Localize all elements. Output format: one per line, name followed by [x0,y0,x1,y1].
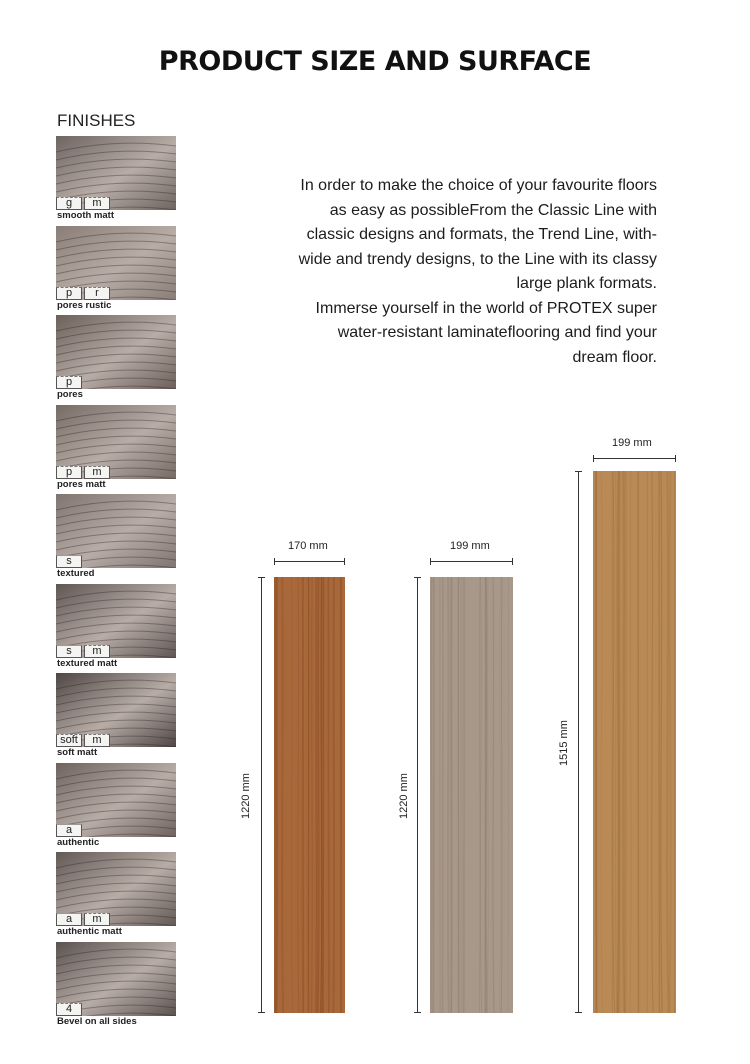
finish-label: soft matt [57,747,98,758]
plank-length-label: 1220 mm [398,773,410,819]
finish-tag: 4 [56,1003,82,1016]
finish-tags [56,824,82,837]
width-dimension-line [593,458,676,459]
finishes-heading: FINISHES [57,111,136,130]
finish-tags [56,287,110,300]
dimension-tick [258,577,265,578]
length-dimension-line [417,577,418,1013]
finish-tag: soft [56,734,82,747]
plank-length-label: 1515 mm [558,720,570,766]
length-dimension-line [261,577,262,1013]
plank-width-label: 199 mm [450,540,490,552]
authentic-matt-swatch [56,852,176,926]
finish-tags [56,1003,82,1016]
finish-label: pores [57,389,83,400]
dimension-tick [274,558,275,565]
dimension-tick [414,577,421,578]
finish-label: authentic [57,837,100,848]
bevel-swatch [56,942,176,1016]
intro-line: water-resistant laminateflooring and find your [337,324,657,341]
finish-tag: m [84,466,110,479]
intro-line: large plank formats. [516,275,657,292]
finish-tag: s [56,555,82,568]
textured-swatch [56,494,176,568]
intro-text [237,174,657,370]
finish-tag: m [84,913,110,926]
finish-tags [56,376,82,389]
finish-tags [56,197,110,210]
finish-tag: g [56,197,82,210]
intro-line: In order to make the choice of your favourite floors [300,177,657,194]
dimension-tick [344,558,345,565]
finish-tags [56,645,110,658]
dimension-tick [430,558,431,565]
plank-width-label: 199 mm [612,437,652,449]
finish-label: authentic matt [57,926,122,937]
width-dimension-line [274,561,345,562]
soft-matt-swatch [56,673,176,747]
finish-tag: a [56,824,82,837]
authentic-swatch [56,763,176,837]
pores-matt-swatch [56,405,176,479]
grey-plank-swatch [430,577,513,1013]
intro-line: as easy as possibleFrom the Classic Line with [329,201,657,219]
natural-plank-swatch [593,471,676,1013]
dimension-tick [414,1012,421,1013]
textured-matt-swatch [56,584,176,658]
smooth-matt-swatch [56,136,176,210]
finish-tags [56,913,110,926]
finish-tag: p [56,466,82,479]
width-dimension-line [430,561,513,562]
dimension-tick [675,455,676,462]
finish-label: pores matt [57,479,106,490]
finish-label: textured matt [57,658,118,669]
plank-width-label: 170 mm [288,540,328,552]
finish-tags [56,734,110,747]
finish-label: Bevel on all sides [57,1016,137,1027]
finish-tag: r [84,287,110,300]
dimension-tick [575,471,582,472]
finish-label: smooth matt [57,210,114,221]
dimension-tick [258,1012,265,1013]
dimension-tick [575,1012,582,1013]
plank-length-label: 1220 mm [240,773,252,819]
page-title: PRODUCT SIZE AND SURFACE [158,46,592,77]
pores-swatch [56,315,176,389]
oak-plank-swatch [274,577,345,1013]
finish-tag: p [56,376,82,389]
intro-line: Immerse yourself in the world of PROTEX super [315,299,657,317]
finish-label: pores rustic [57,300,112,311]
intro-line: classic designs and formats, the Trend Line, with- [306,226,657,243]
intro-line: wide and trendy designs, to the Line with its classy [298,250,657,268]
finish-tag: a [56,913,82,926]
intro-line: dream floor. [572,348,657,366]
finish-tag: m [84,197,110,210]
finish-tags [56,555,82,568]
finish-tag: m [84,645,110,658]
pores-rustic-swatch [56,226,176,300]
finish-tag: p [56,287,82,300]
finish-tag: s [56,645,82,658]
dimension-tick [512,558,513,565]
finish-tag: m [84,734,110,747]
dimension-tick [593,455,594,462]
length-dimension-line [578,471,579,1013]
finish-tags [56,466,110,479]
finish-label: textured [57,568,95,579]
